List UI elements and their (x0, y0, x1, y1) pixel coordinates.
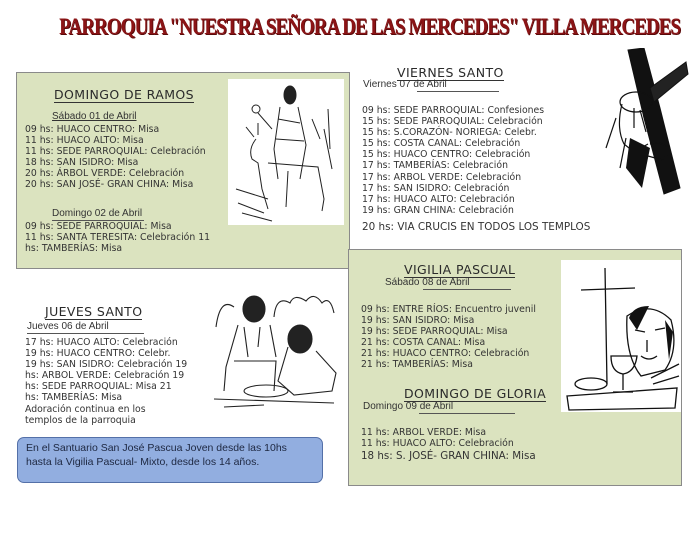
date-underline (419, 413, 515, 414)
schedule-line: hs: ARBOL VERDE: Celebración 19 (25, 370, 185, 382)
jueves-santo-list (25, 337, 187, 426)
schedule-line: hs: TAMBERÍAS: Misa (25, 243, 123, 255)
vigilia-pascual-heading: VIGILIA PASCUAL (404, 262, 516, 277)
domingo-gloria-list (361, 427, 536, 463)
domingo-ramos-domingo-list (25, 221, 210, 254)
schedule-line: 21 hs: HUACO CENTRO: Celebración (361, 348, 530, 360)
domingo-ramos-section (16, 72, 350, 269)
schedule-line: hs: TAMBERÍAS: Misa (25, 392, 123, 404)
domingo-gloria-date (363, 401, 453, 413)
schedule-line: 19 hs: SEDE PARROQUIAL: Misa (361, 326, 508, 338)
via-crucis-line: 20 hs: VIA CRUCIS EN TODOS LOS TEMPLOS (362, 221, 591, 233)
schedule-line: 21 hs: COSTA CANAL: Misa (361, 337, 486, 349)
foot-washing-illustration (204, 287, 344, 413)
schedule-line: 20 hs: ÁRBOL VERDE: Celebración (25, 168, 185, 180)
viernes-santo-heading: VIERNES SANTO (397, 65, 504, 80)
vigilia-pascual-date (385, 277, 470, 289)
pascua-joven-note: En el Santuario San José Pascua Joven desde las 10hs hasta la Vigilia Pascual- Mixto, desde los 14 años. (17, 437, 323, 483)
schedule-line: 17 hs: TAMBERÍAS: Celebración (362, 160, 508, 172)
jesus-on-donkey-icon (228, 79, 344, 225)
date-underline (423, 289, 511, 290)
schedule-line: 11 hs: HUACO ALTO: Misa (25, 135, 144, 147)
schedule-line: 18 hs: SAN ISIDRO: Misa (25, 157, 139, 169)
risen-christ-eucharist-illustration (561, 260, 681, 412)
schedule-line: 17 hs: ARBOL VERDE: Celebración (362, 171, 522, 183)
schedule-line: 19 hs: GRAN CHINA: Celebración (362, 204, 514, 216)
page-title: PARROQUIA "NUESTRA SEÑORA DE LAS MERCEDES" VILLA MERCEDES (59, 14, 681, 39)
schedule-note: templos de la parroquia (25, 414, 136, 426)
washing-feet-icon (204, 287, 344, 413)
vigilia-pascual-list (361, 304, 536, 371)
schedule-line: 09 hs: ENTRE RÍOS: Encuentro juvenil (361, 304, 536, 315)
schedule-line: 19 hs: SAN ISIDRO: Celebración 19 (25, 359, 188, 371)
date-text: Viernes 07 de Abril (363, 79, 447, 90)
schedule-note: Adoración continua en los (25, 403, 146, 415)
schedule-line: 09 hs: SEDE PARROQUIAL: Misa (25, 221, 172, 232)
schedule-line: 11 hs: ARBOL VERDE: Misa (361, 427, 487, 438)
schedule-line: 17 hs: HUACO ALTO: Celebración (362, 193, 515, 205)
date-text: Domingo 09 de Abril (363, 401, 454, 412)
domingo-ramos-heading: DOMINGO DE RAMOS (54, 87, 194, 102)
viernes-santo-date (363, 79, 447, 91)
date-text: Jueves 06 de Abril (27, 321, 109, 332)
schedule-line: 15 hs: COSTA CANAL: Celebración (362, 138, 521, 150)
schedule-line: 15 hs: SEDE PARROQUIAL: Celebración (362, 116, 543, 128)
schedule-line: 20 hs: SAN JOSÉ- GRAN CHINA: Misa (25, 179, 194, 191)
schedule-line: 21 hs: TAMBERÍAS: Misa (361, 359, 473, 371)
schedule-line: 19 hs: SAN ISIDRO: Misa (361, 315, 475, 327)
schedule-line: 15 hs: S.CORAZÓN- NORIEGA: Celebr. (362, 127, 537, 139)
schedule-line: hs: SEDE PARROQUIAL: Misa 21 (25, 381, 172, 393)
date-underline (27, 333, 144, 334)
schedule-line: 18 hs: S. JOSÉ- GRAN CHINA: Misa (361, 450, 536, 463)
jueves-santo-heading: JUEVES SANTO (45, 304, 143, 319)
schedule-line: 19 hs: HUACO CENTRO: Celebr. (25, 348, 171, 360)
domingo-gloria-heading: DOMINGO DE GLORIA (404, 386, 547, 401)
viernes-santo-list (362, 105, 544, 216)
domingo-ramos-domingo-date (52, 208, 142, 220)
schedule-line: 15 hs: HUACO CENTRO: Celebración (362, 149, 531, 161)
domingo-ramos-sabado-date: Sábado 01 de Abril (52, 111, 137, 122)
date-text: Domingo 02 de Abril (52, 208, 143, 219)
schedule-line: 11 hs: SANTA TERESITA: Celebración 11 (25, 232, 211, 244)
jueves-santo-date (27, 321, 109, 333)
schedule-line: 17 hs: SAN ISIDRO: Celebración (362, 182, 510, 194)
schedule-line: 17 hs: HUACO ALTO: Celebración (25, 337, 178, 348)
date-underline (417, 91, 499, 92)
schedule-line: 11 hs: SEDE PARROQUIAL: Celebración (25, 146, 206, 158)
christ-carrying-cross-illustration (590, 48, 690, 198)
schedule-line: 11 hs: HUACO ALTO: Celebración (361, 438, 514, 450)
chalice-cross-icon (561, 260, 681, 412)
domingo-ramos-sabado-list (25, 124, 206, 191)
date-text: Sábado 08 de Abril (385, 277, 470, 288)
schedule-line: 09 hs: SEDE PARROQUIAL: Confesiones (362, 105, 545, 116)
schedule-line: 09 hs: HUACO CENTRO: Misa (25, 124, 160, 135)
cross-icon (590, 48, 690, 198)
palm-sunday-illustration (228, 79, 344, 225)
